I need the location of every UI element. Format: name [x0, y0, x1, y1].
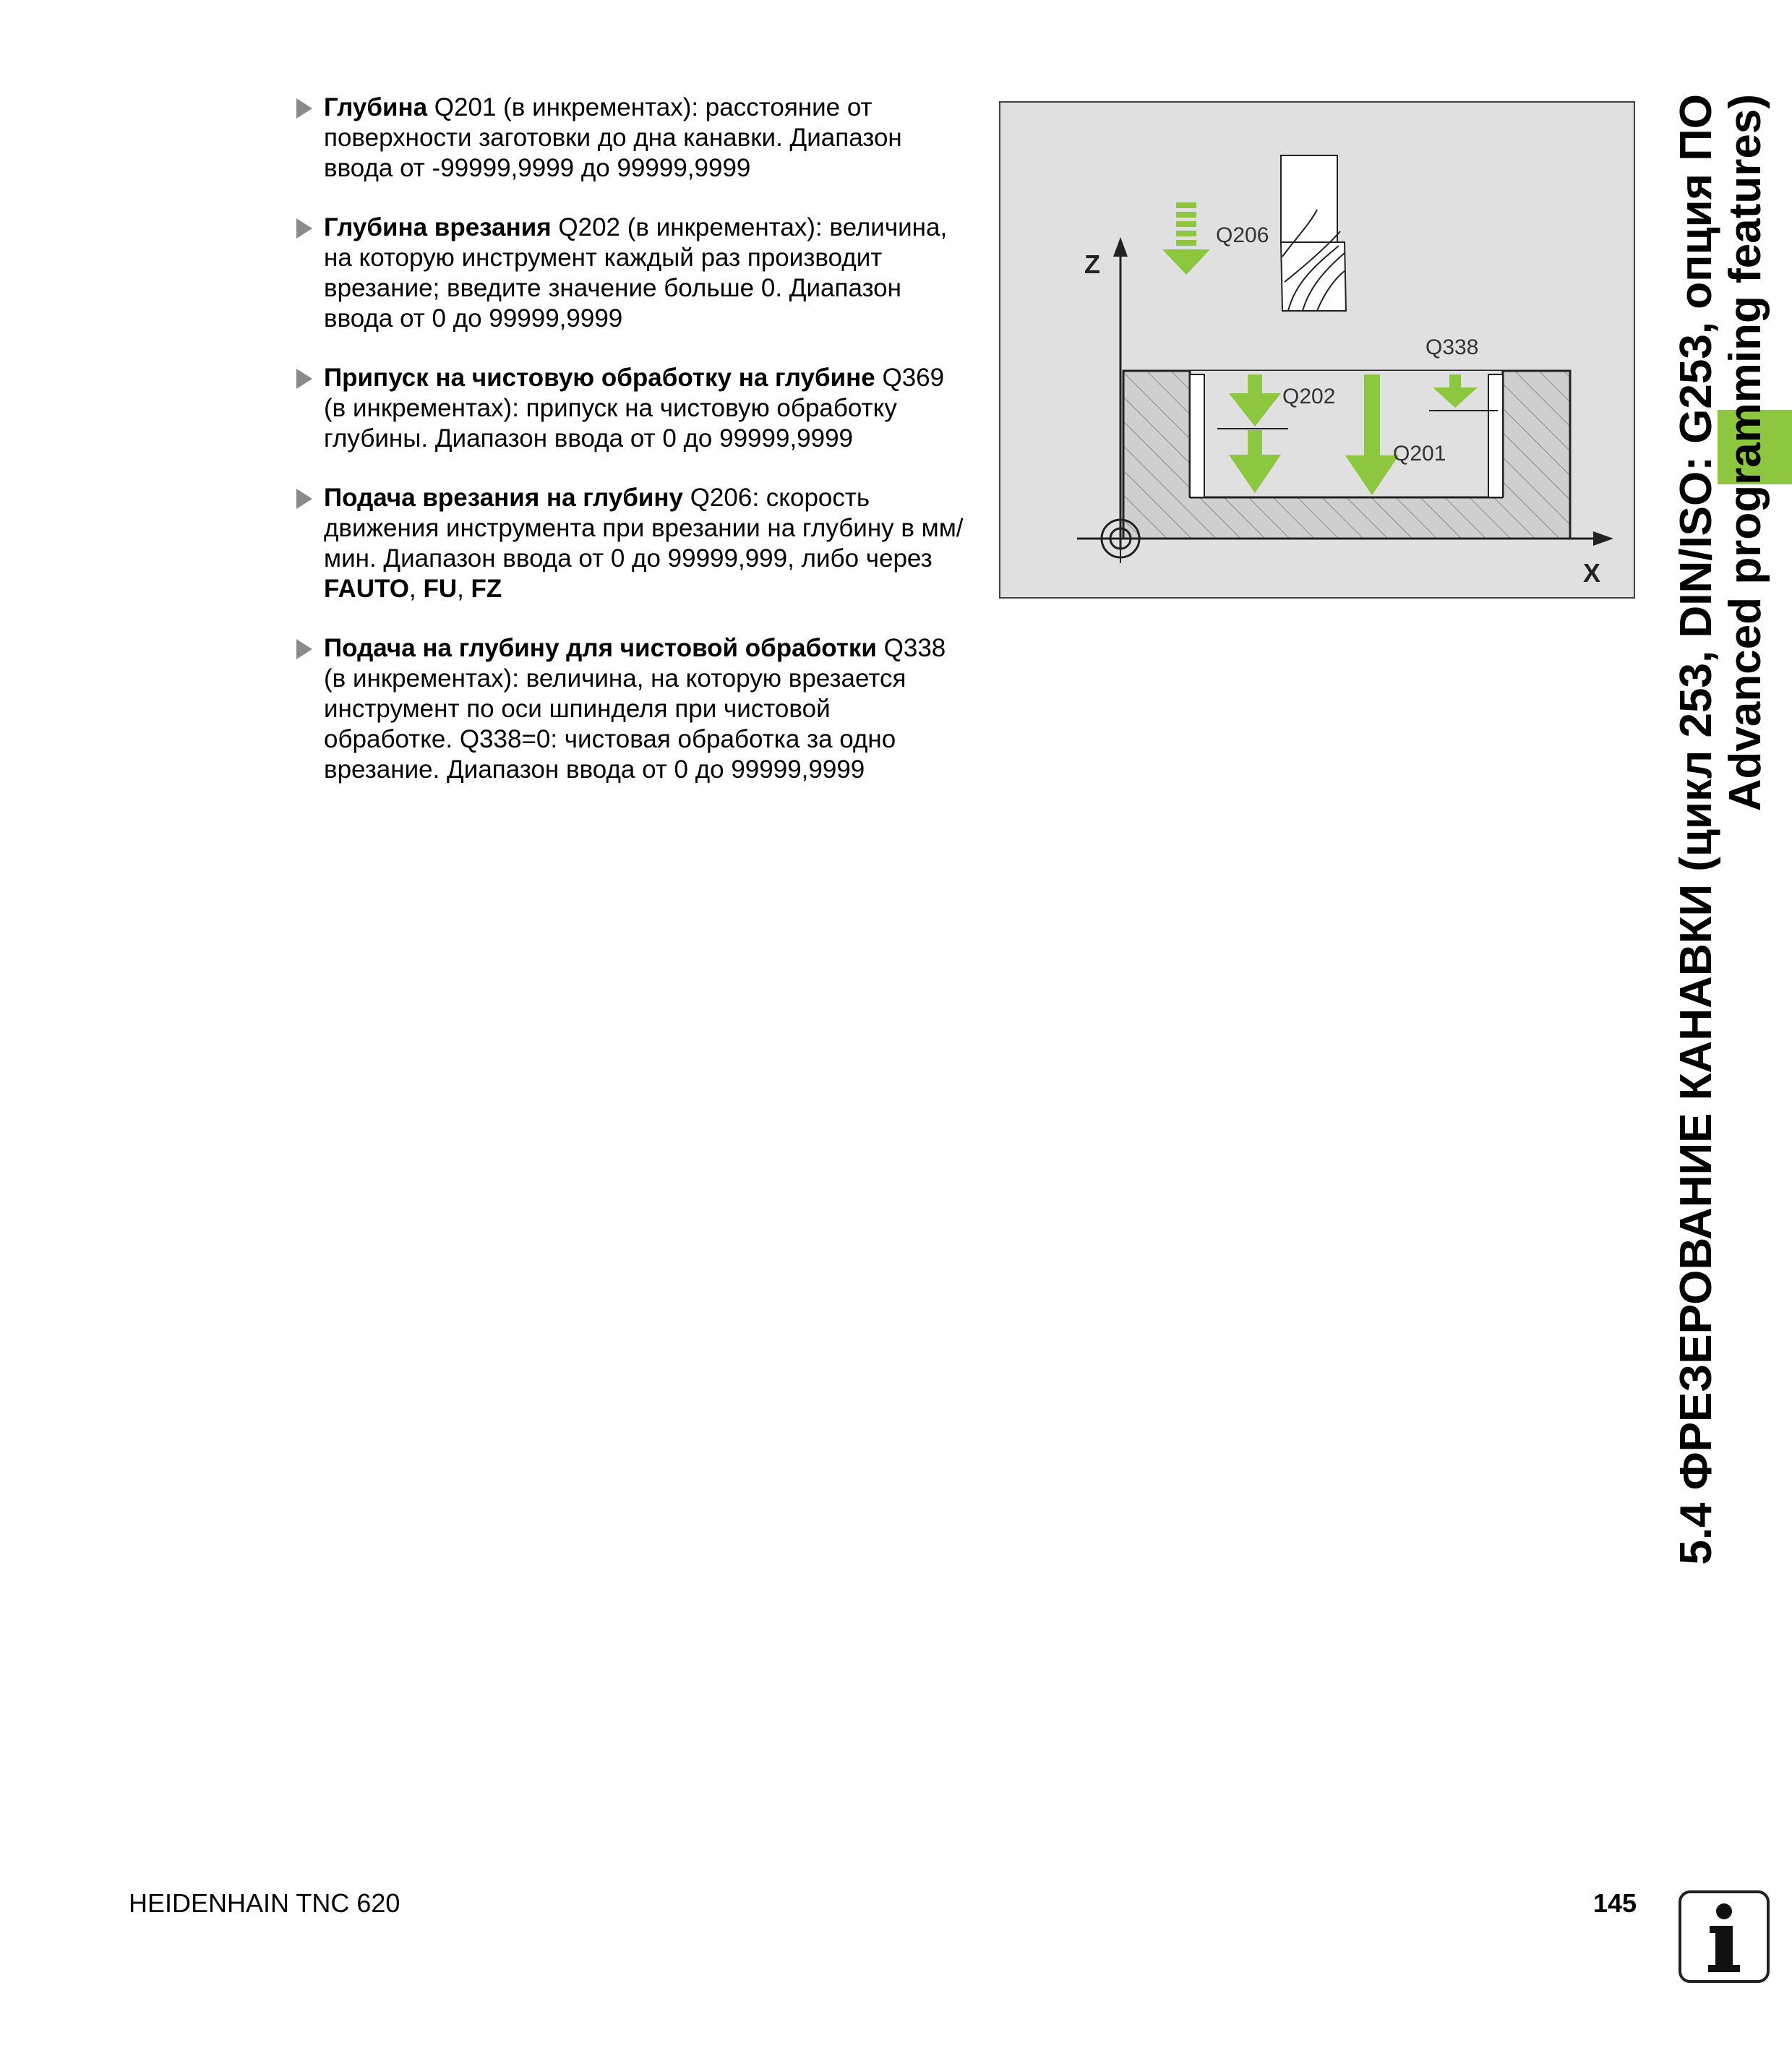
separator: , [408, 575, 424, 603]
label-q338: Q338 [1426, 335, 1479, 359]
triangle-bullet-icon [296, 98, 312, 119]
param-q206 [296, 483, 965, 604]
end-mill-tool [1281, 155, 1346, 311]
param-title: Подача врезания на глубину [324, 484, 683, 512]
param-desc: Q338 (в инкрементах): величина, на которую врезается инструмент по оси шпинделя при чистовой обработке. Q338=0: чистовая обработка за одно врезание. Диапазон ввода от 0 до 99999,9999 [324, 634, 946, 784]
label-q206: Q206 [1216, 223, 1269, 247]
label-q202: Q202 [1282, 385, 1336, 408]
feed-option-fauto: FAUTO [324, 575, 409, 603]
param-q369 [296, 363, 965, 454]
param-q201 [296, 93, 965, 184]
param-desc: Q201 (в инкрементах): расстояние от поверхности заготовки до дна канавки. Диапазон ввода от -99999,9999 до 99999,9999 [324, 93, 902, 182]
param-title: Глубина врезания [324, 213, 552, 241]
finish-allowance-right [1488, 374, 1503, 497]
chapter-side-title [1672, 94, 1770, 1684]
param-title: Глубина [324, 93, 428, 121]
triangle-bullet-icon [296, 639, 312, 659]
label-q201: Q201 [1393, 442, 1446, 466]
info-icon [1678, 1890, 1770, 1984]
param-q338 [296, 633, 965, 785]
triangle-bullet-icon [296, 369, 312, 389]
parameter-list [296, 93, 965, 814]
param-desc: Q202 (в инкрементах): величина, на которую инструмент каждый раз производит врезание; введите значение больше 0. Диапазон ввода от 0 до 99999,9999 [324, 213, 948, 333]
feed-option-fu: FU [423, 575, 458, 603]
page-number: 145 [1593, 1888, 1637, 1918]
param-title: Припуск на чистовую обработку на глубине [324, 364, 875, 392]
side-title-line-2: Advanced programming features) [1720, 94, 1770, 812]
z-axis-label: Z [1084, 249, 1100, 279]
triangle-bullet-icon [296, 218, 312, 239]
finish-allowance-left [1190, 374, 1204, 497]
x-axis-label: X [1583, 558, 1601, 588]
triangle-bullet-icon [296, 489, 312, 509]
separator: , [457, 575, 471, 603]
param-q202 [296, 213, 965, 334]
param-desc: Q206: скорость движения инструмента при врезании на глубину в мм/мин. Диапазон ввода от 0 до 99999,999, либо через [324, 484, 964, 573]
footer-manual-name: HEIDENHAIN TNC 620 [129, 1888, 400, 1918]
feed-option-fz: FZ [471, 575, 502, 603]
param-title: Подача на глубину для чистовой обработки [324, 634, 877, 662]
side-title-line-1: 5.4 ФРЕЗЕРОВАНИЕ КАНАВКИ (цикл 253, DIN/ISO: G253, опция ПО [1671, 94, 1721, 1565]
slot-depth-diagram [999, 101, 1635, 599]
param-desc: Q369 (в инкрементах): припуск на чистовую обработку глубины. Диапазон ввода от 0 до 99999,9999 [324, 364, 945, 453]
